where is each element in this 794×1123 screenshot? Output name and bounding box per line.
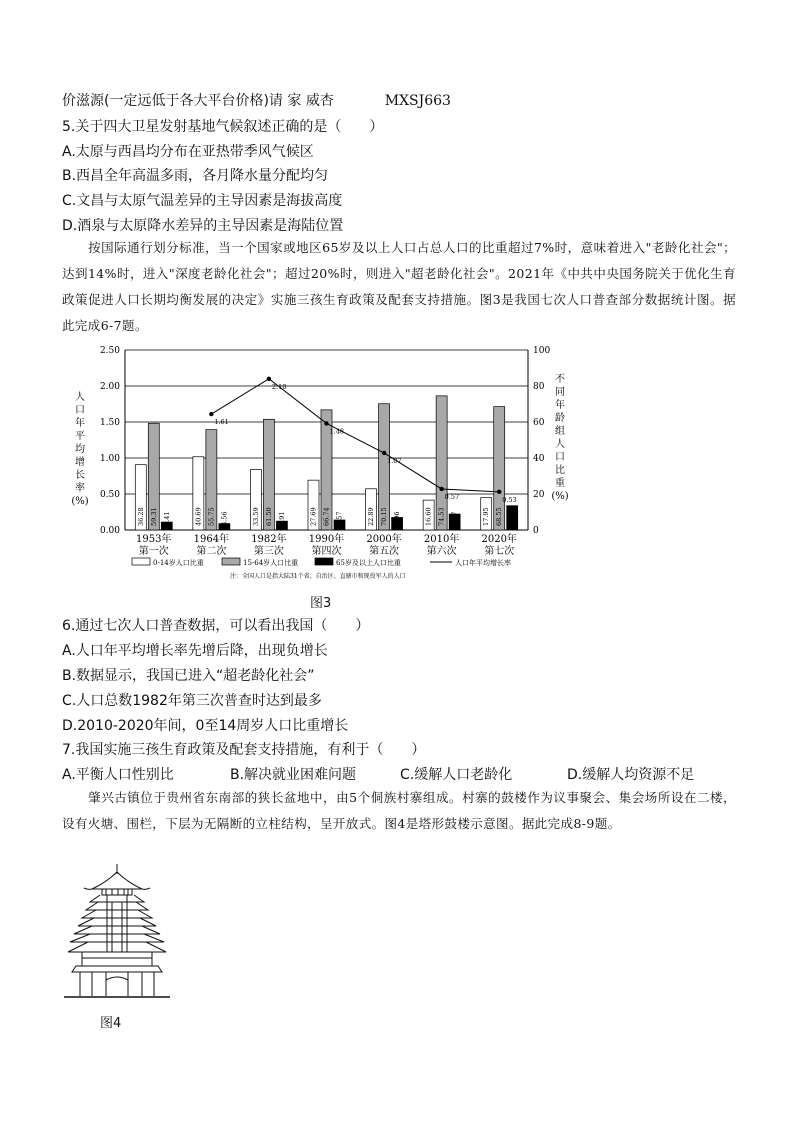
category-label-year: 2000年	[366, 534, 402, 545]
bar-data-label: 74.53	[437, 507, 446, 526]
passage-8-9	[62, 785, 736, 837]
left-tick-label: 1.50	[99, 418, 120, 428]
category-label-year: 2010年	[423, 534, 460, 545]
left-axis-title-char: (%)	[71, 496, 89, 507]
right-axis-title-char: 人	[555, 439, 565, 450]
bar-data-label: 27.69	[309, 507, 318, 526]
bar-data-label: 68.55	[495, 507, 504, 526]
legend-swatch	[222, 558, 240, 565]
bar-data-label: 59.31	[149, 507, 158, 526]
passage-6-7-text: 按国际通行划分标准，当一个国家或地区65岁及以上人口占总人口的比重超过7%时，意味着进入"老龄化社会"；达到14%时，进入"深度老龄化社会"；超过20%时，则进入"超老龄化社会"。2021年《中共中央国务院关于优化生育政策促进人口长期均衡发展的决定》实施三孩生育政策及配套支持措施。图3是我国七次人口普查部分数据统计图。据此完成6-7题。	[62, 240, 736, 333]
q5-stem: 5.关于四大卫星发射基地气候叙述正确的是（ ）	[62, 119, 384, 135]
growth-rate-label: 0.53	[502, 495, 517, 504]
category-label-year: 1964年	[193, 534, 230, 545]
right-axis-title-char: 同	[555, 387, 565, 398]
header-line	[62, 92, 451, 110]
growth-rate-point	[324, 421, 328, 425]
right-axis-title-char: 不	[555, 374, 565, 385]
bar-data-label: 16.60	[424, 507, 433, 526]
q7-stem: 7.我国实施三孩生育政策及配套支持措施，有利于（ ）	[62, 742, 426, 758]
growth-rate-label: 0.57	[444, 492, 460, 501]
legend-label: 0-14岁人口比重	[153, 559, 204, 567]
category-label-census: 第七次	[484, 546, 515, 557]
left-tick-label: 0.50	[99, 490, 120, 500]
category-label-year: 2020年	[481, 534, 517, 545]
bar-data-label: 17.95	[482, 507, 491, 526]
bar-data-label: 5.57	[335, 511, 344, 526]
bar-data-label: 8.87	[450, 511, 459, 526]
left-axis-title-char: 均	[75, 444, 85, 455]
right-axis-title-char: 重	[555, 478, 565, 489]
population-census-chart	[70, 340, 570, 595]
left-axis-title-char: 口	[75, 405, 85, 416]
growth-rate-label: 1.07	[387, 456, 402, 465]
q6-option-c: C.人口总数1982年第三次普查时达到最多	[62, 693, 322, 709]
q7-option-d: D.缓解人均资源不足	[567, 767, 695, 783]
legend-swatch	[315, 558, 333, 565]
right-axis-title-char: 年	[555, 400, 565, 411]
q5-option-d: D.酒泉与太原降水差异的主导因素是海陆位置	[62, 218, 344, 234]
legend-label: 人口年平均增长率	[455, 559, 511, 567]
category-label-year: 1990年	[308, 534, 345, 545]
q5-option-a: A.太原与西昌均分布在亚热带季风气候区	[62, 144, 314, 160]
right-tick-label: 100	[533, 346, 551, 356]
left-axis-title-char: 长	[75, 470, 85, 481]
category-label-census: 第五次	[369, 546, 400, 557]
passage-8-9-text: 肇兴古镇位于贵州省东南部的狭长盆地中，由5个侗族村寨组成。村寨的鼓楼作为议事聚会、集会场所设在二楼，设有火塘、围栏，下层为无隔断的立柱结构，呈开放式。图4是塔形鼓楼示意图。据此完成8-9题。	[62, 790, 736, 831]
chart-legend	[132, 558, 511, 580]
chart-note: 注：全国人口是指大陆31个省、自治区、直辖市和现役军人的人口	[230, 573, 406, 580]
legend-swatch	[132, 558, 150, 565]
left-axis-title-char: 率	[75, 483, 85, 494]
left-axis-title-char: 人	[75, 392, 85, 403]
right-axis-title-char: 龄	[555, 413, 565, 424]
bar-data-label: 6.96	[393, 511, 402, 526]
growth-rate-label: 1.61	[214, 418, 229, 427]
bar-data-label: 4.91	[277, 511, 286, 526]
growth-rate-point	[439, 487, 443, 491]
left-axis-title-char: 年	[75, 418, 85, 429]
chart-bars	[135, 396, 517, 530]
right-tick-label: 60	[533, 418, 545, 428]
category-label-year: 1953年	[136, 534, 172, 545]
left-axis-title-char: 增	[75, 457, 85, 468]
left-axis-title-char: 平	[75, 431, 85, 442]
right-axis-title-char: (%)	[551, 491, 569, 502]
category-label-census: 第一次	[138, 546, 169, 557]
bar-data-label: 3.56	[220, 511, 229, 526]
bar-data-label: 22.89	[367, 507, 376, 526]
growth-rate-label: 1.48	[329, 427, 344, 436]
bar-data-label: 61.50	[264, 507, 273, 526]
bar-data-label: 33.59	[251, 507, 260, 526]
growth-rate-label: 2.10	[271, 382, 287, 391]
growth-rate-point	[267, 377, 271, 381]
bar-data-label: 36.28	[136, 507, 145, 526]
right-tick-label: 80	[533, 382, 545, 392]
q6-stem: 6.通过七次人口普查数据，可以看出我国（ ）	[62, 618, 370, 634]
bar-data-label: 66.74	[322, 507, 331, 526]
bar-data-label: 40.69	[194, 507, 203, 526]
category-label-census: 第三次	[253, 546, 284, 557]
category-label-census: 第六次	[426, 546, 457, 557]
bar-data-label: 4.41	[162, 511, 171, 526]
q6-option-b: B.数据显示，我国已进入“超老龄化社会”	[62, 668, 315, 684]
header-text: 价滋源(一定远低于各大平台价格)请 家 威杏	[62, 93, 334, 109]
drum-tower-drawing	[62, 862, 172, 1002]
right-tick-label: 0	[533, 526, 539, 536]
growth-rate-point	[497, 490, 501, 494]
growth-rate-point	[209, 412, 213, 416]
legend-label: 15-64岁人口比重	[243, 559, 299, 567]
q7-option-b: B.解决就业困难问题	[230, 767, 357, 783]
q6-option-a: A.人口年平均增长率先增后降，出现负增长	[62, 643, 328, 659]
bar-data-label: 13.50	[508, 507, 517, 526]
right-tick-label: 20	[533, 490, 545, 500]
right-tick-label: 40	[533, 454, 545, 464]
passage-6-7	[62, 235, 736, 339]
bar-data-label: 70.15	[380, 507, 389, 526]
left-tick-label: 0.00	[99, 526, 120, 536]
legend-label: 65岁及以上人口比重	[336, 559, 401, 567]
q7-option-c: C.缓解人口老龄化	[400, 767, 513, 783]
right-axis-title-char: 组	[555, 426, 565, 437]
left-tick-label: 2.00	[99, 382, 120, 392]
growth-rate-point	[382, 451, 386, 455]
q6-option-d: D.2010-2020年间，0至14周岁人口比重增长	[62, 718, 349, 734]
header-code: MXSJ663	[384, 93, 451, 109]
q5-option-b: B.西昌全年高温多雨，各月降水量分配均匀	[62, 168, 329, 184]
left-tick-label: 2.50	[99, 346, 120, 356]
category-label-year: 1982年	[251, 534, 287, 545]
figure4-caption: 图4	[100, 1016, 122, 1031]
category-label-census: 第四次	[311, 546, 342, 557]
right-axis-title-char: 口	[555, 452, 565, 463]
right-axis-title-char: 比	[555, 465, 565, 476]
q5-option-c: C.文昌与太原气温差异的主导因素是海拔高度	[62, 193, 343, 209]
left-tick-label: 1.00	[99, 454, 120, 464]
q7-option-a: A.平衡人口性别比	[62, 767, 174, 783]
figure3-caption: 图3	[310, 596, 332, 611]
bar-data-label: 55.75	[207, 507, 216, 526]
category-label-census: 第二次	[196, 546, 227, 557]
